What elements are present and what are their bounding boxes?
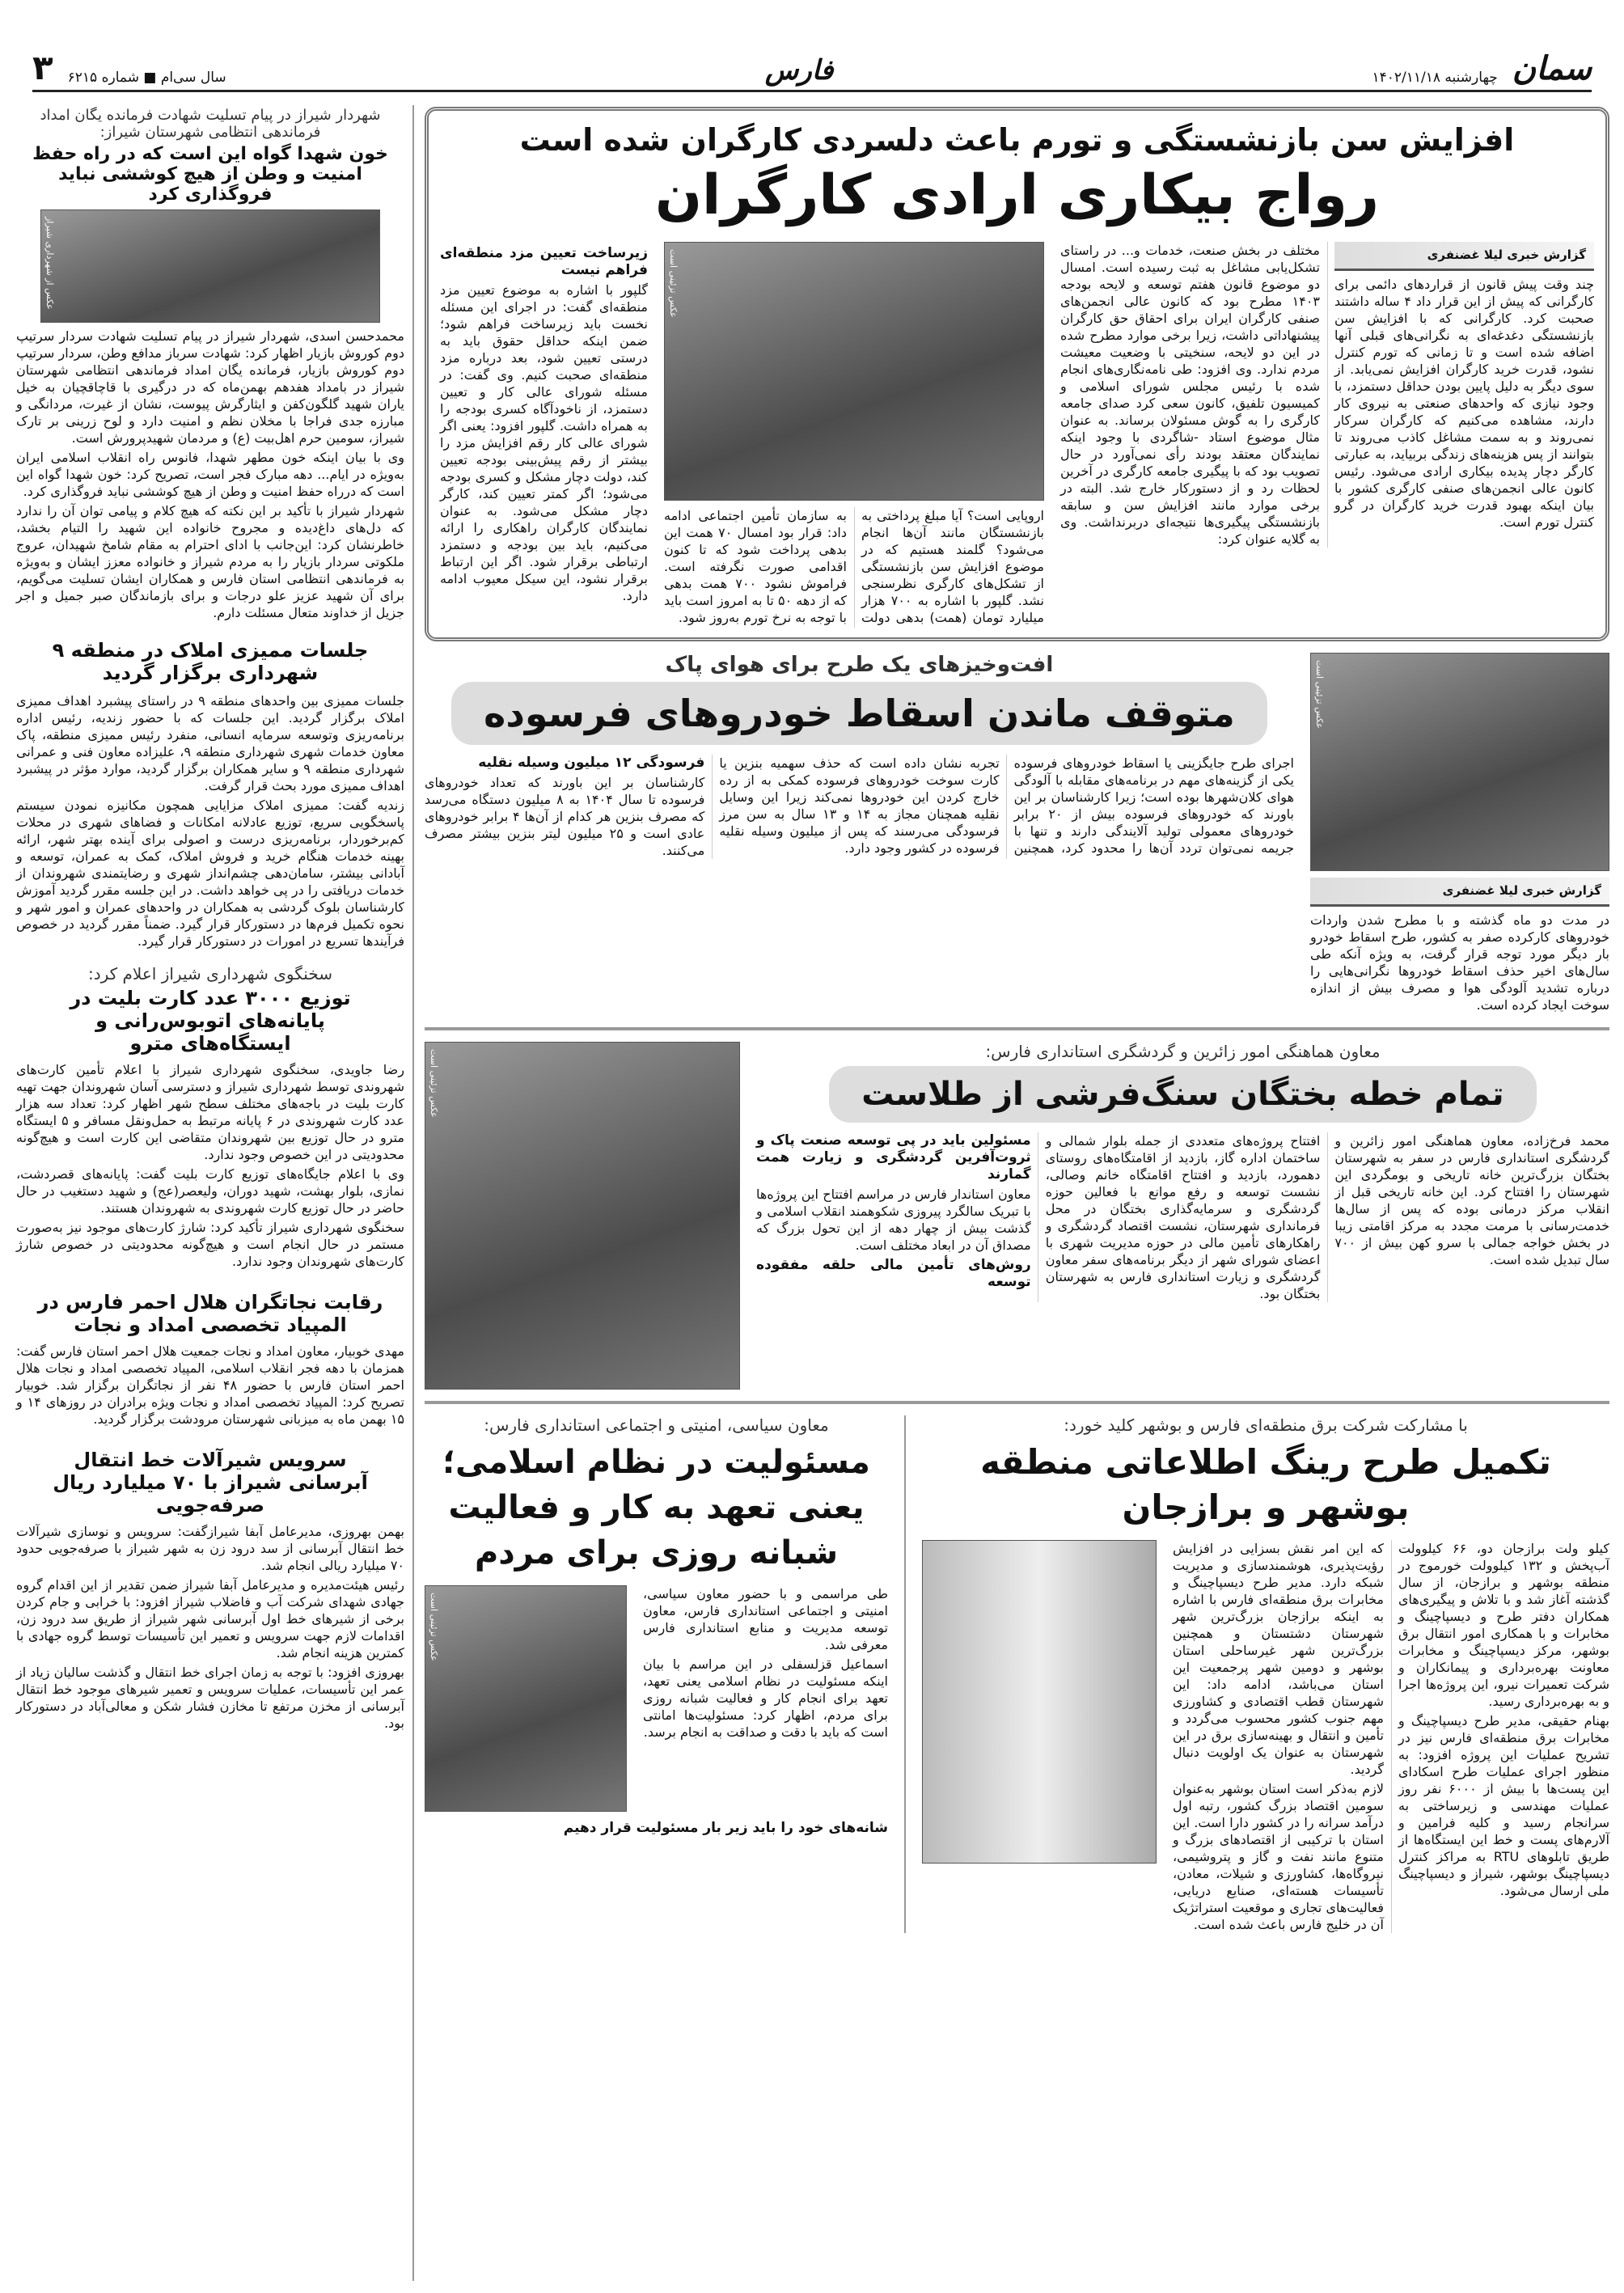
byline: گزارش خبری لیلا غضنفری	[1334, 242, 1594, 271]
paragraph: جلسات ممیزی بین واحدهای منطقه ۹ در راستای پیشبرد اهداف ممیزی املاک برگزار گردید. این جلسات که با حضور زندیه، رئیس اداره برنامه‌ریزی وتوسعه سرمایه انسانی، منفرد رئیس ممیزی منطقه، پاک معاون خدمات شهری شهرداری منطقه ۹، علیزاده معاون فنی و عمرانی شهرداری منطقه ۹ و سایر همکاران برگزار گردید، موارد مؤثر در پیشبرد اهداف ممیزی مورد بحث قرار گرفت.	[16, 693, 405, 793]
tourism-kicker: معاون هماهنگی امور زائرین و گردشگری استانداری فارس:	[985, 1041, 1381, 1061]
newspaper-logo: سمان	[1512, 49, 1592, 87]
subheading: مسئولین باید در پی توسعه صنعت پاک و ثروت‌آفرین گردشگری و زیارت همت گمارند	[756, 1132, 1031, 1182]
cars-body-right	[1310, 878, 1609, 1013]
photo-credit: عکس تزئینی است	[429, 1592, 439, 1661]
paragraph: رئیس هیئت‌مدیره و مدیرعامل آبفا شیراز ضمن تقدیر از این اقدام گروه جهادی شهدای شرکت آب و فاضلاب شیراز افزود: با خرابی و جام کردن برخی از شیرهای خط اول آبرسانی شهر شیراز از طریق سد درود زن، اقدامات لازم جهت سرویس و تعمیر این تأسیسات توسط گروه جهادی با کمترین هزینه انجام شد.	[16, 1577, 404, 1661]
section-divider	[425, 1027, 1609, 1030]
paragraph: معاون استاندار فارس در مراسم افتتاح این پروژه‌ها با تبریک سالگرد پیروزی شکوهمند انقلاب اسلامی و گذشت بیش از چهار دهه از این تحول بزرگ که مصداق آن در ابعاد مختلف است.	[756, 1186, 1031, 1253]
paragraph: مهدی خوبیار، معاون امداد و نجات جمعیت هلال احمر استان فارس گفت: همزمان با دهه فجر انقلاب اسلامی، المپیاد تخصصی امداد و نجات هلال احمر استان فارس با حضور ۴۸ نفر از نجاتگران برگزار شد. خوبیار تصریح کرد: المپیاد تخصصی امداد و نجات ویژه برادران در روزهای ۱۴ و ۱۵ بهمن ماه به میزبانی شهرستان مرودشت برگزار گردید.	[16, 1343, 405, 1427]
power-row	[922, 1540, 1609, 1933]
main-body-middle-text	[664, 507, 1044, 628]
cars-kicker: افت‌وخیزهای یک طرح برای هوای پاک	[665, 652, 1054, 677]
section-divider	[425, 1401, 1609, 1404]
sidebar-headline: جلسات ممیزی املاک در منطقه ۹ شهرداری برگزار گردید	[52, 639, 369, 684]
sidebar-headline: سرویس شیرآلات خط انتقال آبرسانی شیراز با ۷۰ میلیارد ریال صرفه‌جویی	[53, 1449, 368, 1517]
photo-credit: عکس تزئینی است	[668, 249, 679, 318]
paragraph: زندیه گفت: ممیزی املاک مزایایی همچون مکانیزه نمودن سیستم پاسخگویی سریع، توزیع عادلانه امکانات و فضاهای شهری در محلات کم‌برخوردار، برنامه‌ریزی درست و اصولی برای آینده بهتر شهر، ارائه بهینه خدمات هنگام خرید و فروش املاک، کمک به عمران، توسعه و آبادانی بیشتر، سامان‌دهی چشم‌انداز شهری و رضایتمندی شهروندان از خدمات دریافتی را در پی خواهد داشت. در این جلسه مقرر گردید آموزش کارشناسان بلوک گردشی به همکاران در واحدهای عمران و امور شهر و نحوه تکمیل فرم‌ها در دستورکار قرار گیرد. ضمناً مقرر گردید در خصوص فرآیندها تسریع در امورات در دستورکار قرار گیرد.	[16, 797, 404, 949]
header-left-group	[32, 49, 226, 87]
right-region	[425, 107, 1609, 1933]
section-name: فارس	[764, 54, 834, 87]
power-headline: تکمیل طرح رینگ اطلاعاتی منطقه بوشهر و برازجان	[980, 1441, 1551, 1527]
paragraph: شهردار شیراز با تأکید بر این نکته که هیچ کلام و پیامی توان آن را ندارد که دل‌های داغ‌دیده و مجروح خانواده این شهید را التیام بخشد، خاطرنشان کرد: این‌جانب با ادای احترام به مقام شامخ شهیدان، عروج ملکوتی سردار بازیار را به مردم شیراز و خانواده معزز ایشان و به‌ویژه به فرماندهی انتظامی استان فارس و همکاران ایشان تسلیت می‌گویم، برای آن شهید عزیز علو درجات و برای بازماندگان صبر جمیل و اجر جزیل از خداوند متعال مسئلت دارم.	[16, 503, 404, 620]
column-divider	[412, 105, 414, 2281]
cars-side	[1310, 653, 1609, 1016]
paragraph: کیلو ولت برازجان دو، ۶۶ کیلوولت آب‌پخش و ۱۳۲ کیلوولت خورموج در منطقه بوشهر و برازجان، از سال گذشته آغاز شد و با تلاش و پیگیری‌های همکاران دفتر طرح و دیسپاچینگ و مخابرات و با همکاری امور انتقال برق بوشهر، مرکز دیسپاچینگ و مخابرات معاونت بهره‌برداری و پیمانکاران و شرکت تعمیرات نیرو، این پروژه‌ها اجرا و به بهره‌برداری رسید.	[1398, 1540, 1610, 1709]
cars-body	[425, 755, 1294, 859]
paragraph: بهمن بهروزی، مدیرعامل آبفا شیرازگفت: سرویس و نوسازی شیرآلات خط انتقال آبرسانی از سد درود زن به شهر شیراز با صرفه‌جویی حدود ۷۰ میلیارد ریالی انجام شد.	[16, 1524, 404, 1573]
main-body-left	[440, 242, 648, 607]
bottom-section	[425, 1415, 1609, 1933]
car-inspection-photo	[1310, 653, 1609, 871]
sidebar-article-body	[16, 692, 404, 950]
responsibility-row	[425, 1585, 888, 1812]
responsibility-article	[425, 1415, 888, 1933]
paragraph: لازم به‌ذکر است استان بوشهر به‌عنوان سومین اقتصاد بزرگ کشور، رتبه اول درآمد سرانه را در کشور دارا است. این استان با ترکیبی از اقتصادهای بزرگ و متنوع مانند نفت و گاز و پتروشیمی، نیروگاه‌ها، کشاورزی و شیلات، معادن، تأسیسات هسته‌ای، صنایع دریایی، فعالیت‌های تجاری و موقعیت استراتژیک آن در خلیج فارس باعث شده است.	[1173, 1780, 1384, 1932]
paragraph: وی با بیان اینکه خون مطهر شهدا، فانوس راه انقلاب اسلامی ایران به‌ویژه در ایام... دهه مبارک فجر است، تصریح کرد: خون شهدا گواه این است که درراه حفظ امنیت و وطن از هیچ کوششی نباید فروگذاری کرد.	[16, 450, 404, 499]
paragraph: اروپایی است؟ آیا مبلغ پرداختی به بازنشستگان مانند آن‌ها انجام می‌شود؟ گلمند هستیم که در موضوع افزایش سن بازنشستگی از تشکل‌های کارگری نظرسنجی نشد. گلپور با اشاره به ۷۰۰ هزار میلیارد تومان (همت) بدهی دولت به سازمان تأمین اجتماعی ادامه داد: قرار بود امسال ۷۰ همت این بدهی پرداخت شود که تا کنون اقدامی صورت نگرفته است. فراموش نشود ۷۰۰ همت بدهی که از دهه ۵۰ تا به امروز است باید با توجه به نرخ تورم به‌روز شود.	[664, 508, 1044, 625]
sidebar-article-body	[16, 1343, 404, 1428]
paragraph: وی با اعلام جایگاه‌های توزیع کارت بلیت گفت: پایانه‌های قصردشت، نمازی، بلوار بهشت، شهید دوران، ولیعصر(عج) و شهید دستغیب در حال حاضر در حال توزیع کارت شهروندی به شهروندان هستند.	[16, 1166, 404, 1216]
paragraph: اجرای طرح جایگزینی یا اسقاط خودروهای فرسوده یکی از گزینه‌های مهم در برنامه‌های مقابله با آلودگی هوای کلان‌شهرها بوده است؛ زیرا کارشناسان بر این باورند که خودروهای فرسوده بیش از ۲۰ برابر خودروهای معمولی تولید آلایندگی دارند و تنها با جریمه نمی‌توان تردد آن‌ها را محدود کرد، همچنین تجربه نشان داده است که حذف سهمیه بنزین یا کارت سوخت خودروهای فرسوده کمکی به از رده خارج کردن این خودروها نمی‌کند زیرا این وسایل نقلیه همچنان مجاز به ۱۴ و ۱۳ سال به سن مرز فرسودگی می‌رسند که پس از میلیون وسیله نقلیه فرسوده در کشور وجود دارد.	[719, 755, 1295, 856]
power-kicker: با مشارکت شرکت برق منطقه‌ای فارس و بوشهر کلید خورد:	[1064, 1415, 1468, 1435]
issue-number: سال سی‌ام ■ شماره ۶۲۱۵	[67, 70, 226, 86]
main-body-middle	[664, 242, 1044, 628]
cars-headline: متوقف ماندن اسقاط خودروهای فرسوده	[451, 682, 1267, 745]
paragraph: سخنگوی شهرداری شیراز تأکید کرد: شارژ کارت‌های موجود نیز به‌صورت مستمر در حال انجام است و هیچ‌گونه محدودیتی در خصوص شارژ کارت‌های شهروندان وجود ندارد.	[16, 1220, 404, 1269]
subheading: شانه‌های خود را باید زیر بار مسئولیت قرار دهیم	[563, 1819, 888, 1836]
tourism-headline: تمام خطه بختگان سنگ‌فرشی از طلاست	[829, 1066, 1536, 1123]
tourism-body	[756, 1132, 1609, 1302]
main-body-row	[440, 242, 1594, 628]
paragraph: که این امر نقش بسزایی در افزایش رؤیت‌پذیری، هوشمندسازی و مدیریت شبکه دارد. مدیر طرح دیسپاچینگ و مخابرات برق منطقه‌ای فارس با اشاره به اینکه برازجان بزرگ‌ترین شهر شهرستان دشتستان و همچنین بزرگ‌ترین شهر غیرساحلی استان بوشهر و دومین شهر پرجمعیت این استان می‌باشد، ادامه داد: این شهرستان قطب اقتصادی و کشاورزی مهم جنوب کشور محسوب می‌گردد و تأمین و انتقال و بهینه‌سازی برق در این شهرستان به عنوان یک اولویت دنبال گردید.	[1173, 1540, 1384, 1777]
paragraph: در مدت دو ماه گذشته و با مطرح شدن واردات خودروهای کارکرده صفر به کشور، طرح اسقاط خودرو بار دیگر مورد توجه قرار گرفت، به ویژه آنکه طی سال‌های اخیر حذف اسقاط خودروها نگرانی‌هایی را درباره تشدید آلودگی هوا و مصرف بیش از اندازه سوخت ایجاد کرده است.	[1310, 912, 1609, 1013]
sidebar-headline: خون شهدا گواه این است که در راه حفظ امنیت و وطن از هیچ کوششی نباید فروگذاری کرد	[32, 144, 388, 205]
sidebar-headline: توزیع ۳۰۰۰ عدد کارت بلیت در پایانه‌های اتوبوس‌رانی و ایستگاه‌های مترو	[70, 987, 351, 1055]
responsibility-body-bottom	[425, 1820, 888, 1837]
paragraph: مختلف در بخش صنعت، خدمات و... در راستای تشکل‌یابی مشاغل به ثبت رسیده است. امسال دو موضوع قانون هفتم توسعه و لایحه بودجه ۱۴۰۳ مطرح بود که کانون عالی انجمن‌های صنفی کارگران ایران برای احقاق حق کارگران پیشنهاداتی داشت، زیرا برخی موارد مطرح شده در این دو لایحه، سنخیتی با وضعیت معیشت مردم ندارد. وی افزود: طی نامه‌نگاری‌های انجام شده با رئیس مجلس شورای اسلامی و کمیسیون تلفیق، کانون سعی کرد صدای جامعه کارگری را به گوش مسئولان برساند. به عنوان مثال موضوع استاد -شاگردی با وجود اینکه نمایندگان معتقد بودند رأی نمی‌آورد در حال تصویب بود که با پیگیری جامعه کارگری در آخرین لحظات رد و از دستورکار خارج شد. البته در برخی موارد مانند افزایش سن و سابقه بازنشستگی پیگیری‌ها نتیجه‌ای دربرنداشت. وی به گلایه عنوان کرد:	[1060, 243, 1320, 547]
power-article	[922, 1415, 1609, 1933]
responsibility-kicker: معاون سیاسی، امنیتی و اجتماعی استانداری فارس:	[484, 1415, 829, 1435]
tourism-main	[756, 1042, 1609, 1302]
paragraph: افتتاح پروژه‌های متعددی از جمله بلوار شمالی و ساختمان اداره گاز، بازدید از اقامتگاه‌های روستای دهمورد، بازدید و افتتاح اقامتگاه خانم وصالی، نشست توسعه و رفع موانع با فعالین حوزه گردشگری و سرمایه‌گذاری بختگان در محل فرمانداری شهرستان، نشست اقتصاد گردشگری و راهکارهای تأمین مالی در حوزه مدیریت شهری با اعضای شورای شهر از دیگر برنامه‌های سفر معاون گردشگری و زیارت استانداری فارس به شهرستان بختگان بود.	[1045, 1132, 1321, 1301]
paragraph: طی مراسمی و با حضور معاون سیاسی، امنیتی و اجتماعی استانداری فارس، معاون توسعه مدیریت و منابع استانداری فارس معرفی شد.	[643, 1585, 888, 1652]
sidebar-article-body	[16, 328, 404, 621]
tourism-section	[425, 1042, 1609, 1390]
sidebar-article-body	[16, 1061, 404, 1270]
responsibility-body-top	[643, 1585, 888, 1743]
workers-photo	[664, 242, 1044, 501]
official-portrait-photo	[425, 1585, 627, 1812]
cars-section	[425, 653, 1609, 1016]
photo-credit: عکس تزئینی است	[429, 1048, 439, 1118]
paragraph: محمد فرخ‌زاده، معاون هماهنگی امور زائرین و گردشگری استانداری فارس در سفر به شهرستان بختگان بزرگ‌ترین خانه تاریخی و بومگردی این شهرستان را افتتاح کرد. این خانه تاریخی قبل از انقلاب مرکز درمانی بوده که پس از سال‌ها خدمت‌رسانی با مرمت مجدد به مرکز اقامتی زیبا در بخش خواجه جمالی با سرو کهن بیش از ۷۰۰ سال تبدیل شده است.	[1334, 1132, 1609, 1267]
main-story-frame	[425, 107, 1609, 641]
paragraph: بهنام حقیقی، مدیر طرح دیسپاچینگ و مخابرات برق منطقه‌ای فارس نیز در تشریح عملیات این پروژه افزود: به منظور اجرای عملیات طرح اسکادای این پست‌ها با بیش از ۶۰۰۰ نفر روز عملیات مهندسی و زیرساختی به سرانجام رسید و کلیه فرامین و آلارم‌های پست و خط این ایستگاه‌ها از طریق تابلوهای RTU به مراکز کنترل دیسپاچینگ بوشهر، شیراز و دیسپاچینگ ملی ارسال می‌شود.	[1398, 1712, 1610, 1898]
paragraph: بهروزی افزود: با توجه به زمان اجرای خط انتقال و گذشت سالیان زیاد از عمر این تأسیسات، عملیات سرویس و تعمیر شیرهای موجود خط انتقال آبرسانی از مخزن مرتفع تا مخازن فشار شکن و معالی‌آباد در دستورکار بود.	[16, 1665, 404, 1731]
control-panel-photo	[922, 1540, 1157, 1864]
paragraph: کارشناسان بر این باورند که تعداد خودروهای فرسوده تا سال ۱۴۰۴ به ۸ میلیون دستگاه می‌رسد که مصرف بنزین هر کدام از آن‌ها ۴ برابر خودروهای عادی است و ۲۵ میلیون لیتر بنزین بیشتر مصرف می‌کنند.	[425, 774, 705, 858]
photo-credit: عکس از شهرداری شیراز	[44, 217, 55, 310]
column-divider	[904, 1415, 906, 1933]
mayor-photo	[40, 209, 380, 323]
power-body	[1173, 1540, 1609, 1933]
main-kicker: افزایش سن بازنشستگی و تورم باعث دلسردی کارگران شده است	[519, 122, 1515, 158]
paragraph: اسماعیل قزلسفلی در این مراسم با بیان اینکه مسئولیت در نظام اسلامی یعنی تعهد، تعهد برای انجام کار و فعالیت شبانه روزی برای مردم، اظهار کرد: مسئولیت‌ها امانتی است که باید با دقت و صداقت به انجام برسد.	[643, 1656, 888, 1740]
sidebar-article-body	[16, 1523, 404, 1732]
sidebar-column	[16, 107, 404, 1734]
main-body-right	[1060, 242, 1594, 548]
paragraph: چند وقت پیش قانون از قراردهای دائمی برای کارگرانی که پیش از این قرار داد ۴ ساله داشتند صحبت کرد. کارگرانی که با افزایش سن بازنشستگی دغدغه‌ای به نگرانی‌های قبلی آنها اضافه شده است و تا زمانی که تورم کنترل نشود، قدرت خرید کارگران افزایش نمی‌یابد. از سوی دیگر به دلیل پایین بودن حداقل دستمزد، با وجود نیازی که واحدهای صنعتی به نیروی کار دارند، مشاهده می‌کنیم که کارگران سرکار نمی‌روند و به سمت مشاغل کاذب می‌روند تا بتوانند از پس هزینه‌های زندگی بربیاید، به عبارتی کارگر دچار پدیده بیکاری ارادی می‌شود. رئیس کانون عالی انجمن‌های صنفی کارگری کشور با بیان اینکه بهبود قدرت خرید کارگران در گرو کنترل تورم است.	[1334, 277, 1595, 530]
sidebar-kicker: شهردار شیراز در پیام تسلیت شهادت فرمانده یگان امداد فرماندهی انتظامی شهرستان شیراز:	[40, 107, 381, 141]
sidebar-headline: رقابت نجاتگران هلال احمر فارس در المپیاد تخصصی امداد و نجات	[37, 1291, 383, 1336]
responsibility-headline: مسئولیت در نظام اسلامی؛ یعنی تعهد به کار و فعالیت شبانه روزی برای مردم	[442, 1443, 870, 1572]
page-header	[32, 47, 1592, 92]
main-headline: رواج بیکاری ارادی کارگران	[655, 163, 1379, 227]
official-portrait-photo	[425, 1042, 740, 1390]
paragraph: گلپور با اشاره به موضوع تعیین مزد منطقه‌ای گفت: در اجرای این مسئله نخست باید زیرساخت فراهم شود؛ ضمن اینکه حداقل حقوق باید به درستی تعیین شود، بعد درباره مزد منطقه‌ای صحبت کنیم. وی گفت: در مسئله شورای عالی کار و تعیین دستمزد، از ناخودآگاه کسری بودجه را به همراه داشت. گلپور افزود: یعنی اگر شورای عالی کار رقم افزایش مزد را بیشتر از رقم پیش‌بینی بودجه تعیین کند، دولت دچار مشکل و کسری بودجه می‌شود؛ اگر کمتر تعیین کند، کارگر دچار مشکل می‌شود. به عنوان نمایندگان کارگران راهکاری را ارائه می‌کنیم، باید بین بودجه و دستمزد ارتباطی برقرار شود. اگر این ارتباط برقرار نشود، این سیکل معیوب ادامه دارد.	[440, 282, 648, 603]
sidebar-kicker: سخنگوی شهرداری شیراز اعلام کرد:	[87, 964, 332, 984]
subheading: فرسودگی ۱۲ میلیون وسیله نقلیه	[478, 754, 705, 771]
subheading: زیرساخت تعیین مزد منطقه‌ای فراهم نیست	[440, 245, 648, 278]
header-right-group	[1372, 51, 1592, 87]
cars-main	[425, 653, 1294, 859]
page-number: ۳	[32, 48, 53, 87]
paragraph: محمدحسن اسدی، شهردار شیراز در پیام تسلیت شهادت سردار سرتیپ دوم کوروش بازیار اظهار کرد: شهادت سرباز مدافع وطن، سردار سرتیپ دوم کوروش بازیار، فرمانده یگان امداد فرماندهی انتظامی شهرستان شیراز در بامداد هفدهم بهمن‌ماه که در درگیری با قاچاقچیان به خیل یاران شهید گلگون‌کفن و ایثارگرش پیوست، نشان از غیرت، مردانگی و مبارزه جدی فراجا با مخلان نظم و امنیت دارد و لوح زرینی بر تارک شیراز، سومین حرم اهل‌بیت (ع) و مردمان شهیدپرورش است.	[16, 328, 404, 446]
photo-credit: عکس تزئینی است	[1314, 659, 1325, 729]
issue-date: چهارشنبه ۱۴۰۲/۱۱/۱۸	[1372, 70, 1498, 86]
paragraph: رضا جاویدی، سخنگوی شهرداری شیراز با اعلام تأمین کارت‌های شهروندی توسط شهرداری شیراز و دسترسی آسان شهروندان جهت تهیه کارت بلیت در باجه‌های مختلف سطح شهر اظهار کرد: تعداد سه هزار عدد کارت شهروندی در ۶ پایانه مرتبط به حمل‌ونقل مسافر و ۵ ایستگاه مترو در حال توزیع بین شهروندان متقاضی این کارت است و هیچ‌گونه محدودیتی در این خصوص وجود ندارد.	[16, 1062, 404, 1162]
byline: گزارش خبری لیلا غضنفری	[1310, 878, 1609, 907]
subheading: روش‌های تأمین مالی حلقه مفقوده توسعه	[756, 1256, 1031, 1290]
